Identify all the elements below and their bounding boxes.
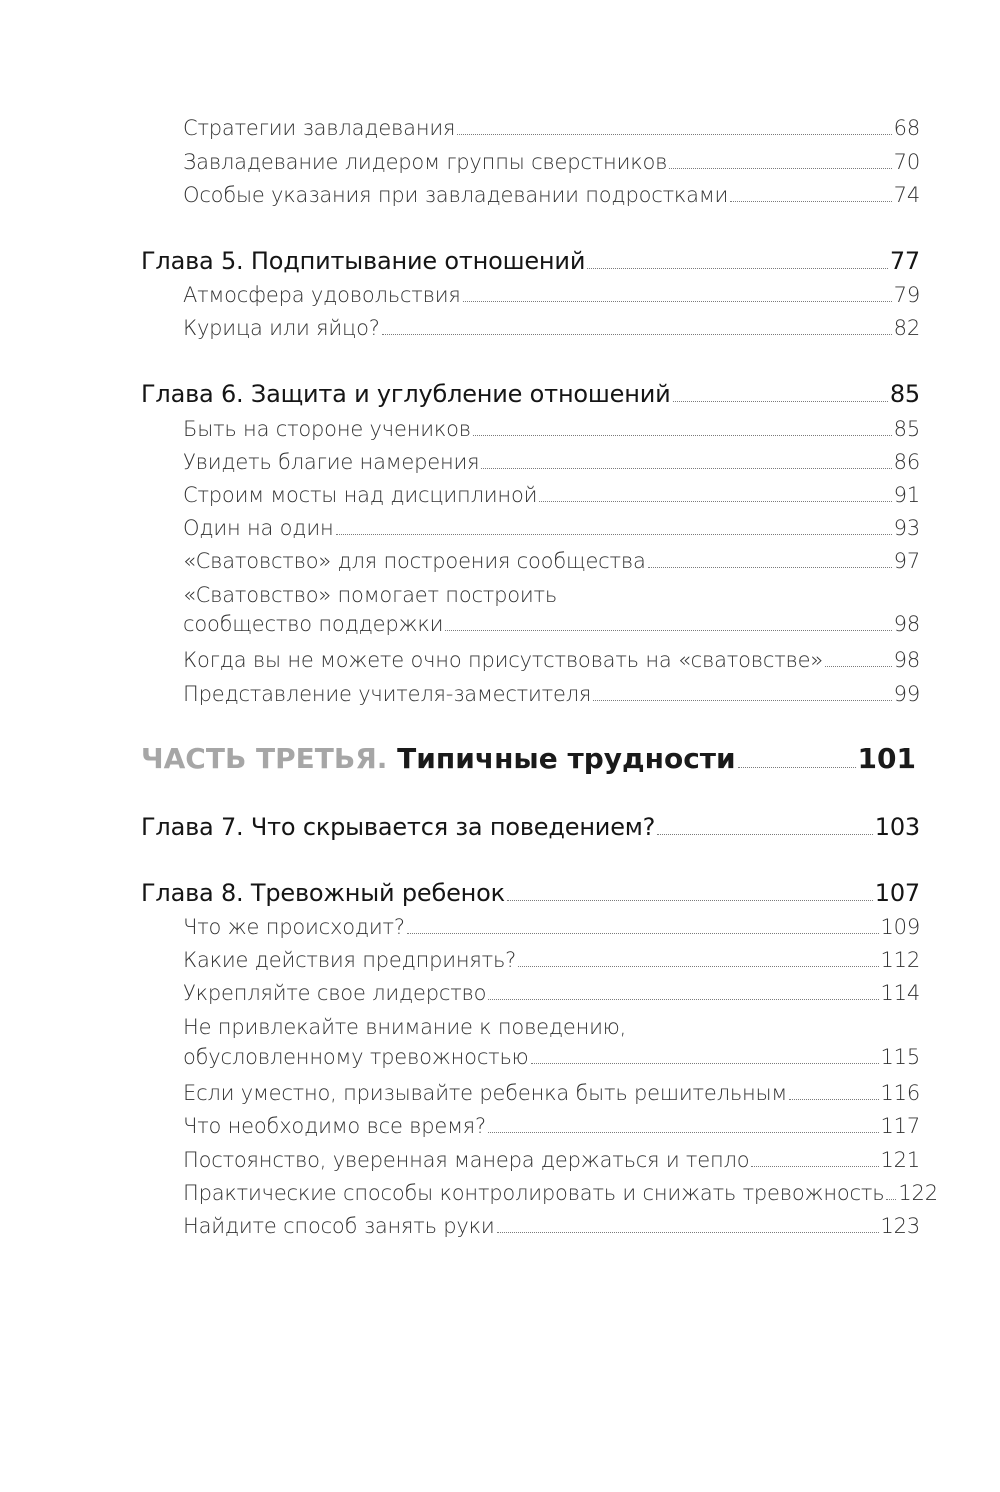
- toc-entry-page: 115: [880, 1045, 920, 1069]
- dot-leader: [473, 435, 892, 436]
- toc-entry-page: 109: [880, 915, 920, 939]
- toc-entry-title-line1: Не привлекайте внимание к поведению,: [183, 1015, 627, 1039]
- toc-entry-title: Когда вы не можете очно присутствовать на «сватовстве»: [183, 648, 823, 672]
- toc-entry-title: сообщество поддержки: [183, 612, 444, 636]
- chapter-title: Глава 6. Защита и углубление отношений: [141, 380, 671, 408]
- toc-entry-title: Какие действия предпринять?: [183, 948, 517, 972]
- chapter-title: Глава 5. Подпитывание отношений: [141, 247, 586, 275]
- part-title: Типичные трудности: [397, 742, 736, 775]
- toc-entry-title-line1: «Сватовство» помогает построить: [183, 583, 558, 607]
- dot-leader: [730, 201, 892, 202]
- toc-entry: [183, 150, 920, 174]
- toc-entry: [183, 116, 920, 140]
- toc-entry-title: Укрепляйте свое лидерство: [183, 981, 487, 1005]
- toc-entry: [183, 1114, 920, 1138]
- toc-entry-title: Если уместно, призывайте ребенка быть решительным: [183, 1081, 788, 1105]
- toc-entry-title: Стратегии завладевания: [183, 116, 456, 140]
- toc-entry-page: 91: [893, 483, 920, 507]
- chapter-title: Глава 8. Тревожный ребенок: [141, 879, 505, 907]
- dot-leader: [507, 900, 873, 901]
- toc-entry: [183, 316, 920, 340]
- toc-entry-title: Постоянство, уверенная манера держаться и тепло: [183, 1148, 750, 1172]
- chapter-page: 103: [874, 813, 920, 841]
- part-heading: [141, 742, 736, 775]
- toc-chapter-5: [141, 247, 920, 275]
- toc-entry: [183, 981, 920, 1005]
- dot-leader: [497, 1232, 879, 1233]
- toc-entry-page: 98: [893, 612, 920, 636]
- toc-entry-page: 79: [893, 283, 920, 307]
- toc-entry: [183, 1148, 920, 1172]
- toc-entry-title: Увидеть благие намерения: [183, 450, 480, 474]
- toc-entry-title: Представление учителя-заместителя: [183, 682, 592, 706]
- toc-entry-title: Что необходимо все время?: [183, 1114, 486, 1138]
- toc-entry-title: Особые указания при завладевании подростками: [183, 183, 729, 207]
- dot-leader: [593, 700, 892, 701]
- dot-leader: [445, 630, 891, 631]
- toc-entry: [183, 1181, 938, 1205]
- toc-entry-title: Практические способы контролировать и снижать тревожность: [183, 1181, 885, 1205]
- toc-entry-page: 85: [893, 417, 920, 441]
- toc-entry-page: 93: [893, 516, 920, 540]
- toc-entry-title: Что же происходит?: [183, 915, 405, 939]
- dot-leader: [657, 834, 873, 835]
- toc-entry: [183, 516, 920, 540]
- toc-entry: [183, 612, 920, 636]
- toc-entry: [183, 682, 920, 706]
- toc-entry: [183, 450, 920, 474]
- dot-leader: [669, 168, 891, 169]
- dot-leader: [518, 966, 878, 967]
- toc-entry: [183, 283, 920, 307]
- toc-entry-title: Завладевание лидером группы сверстников: [183, 150, 668, 174]
- dot-leader: [457, 134, 891, 135]
- toc-entry-title: Найдите способ занять руки: [183, 1214, 495, 1238]
- toc-entry-page: 121: [880, 1148, 920, 1172]
- dot-leader: [539, 501, 891, 502]
- toc-entry: [183, 915, 920, 939]
- chapter-page: 107: [874, 879, 920, 907]
- toc-entry: [183, 549, 920, 573]
- toc-entry-page: 98: [893, 648, 920, 672]
- chapter-page: 77: [889, 247, 920, 275]
- dot-leader: [648, 567, 892, 568]
- dot-leader: [751, 1166, 878, 1167]
- dot-leader: [738, 767, 856, 768]
- toc-entry: [183, 483, 920, 507]
- toc-entry: [183, 1214, 920, 1238]
- toc-entry-title: Один на один: [183, 516, 334, 540]
- toc-entry: [183, 183, 920, 207]
- toc-entry-title: Быть на стороне учеников: [183, 417, 471, 441]
- dot-leader: [673, 401, 888, 402]
- toc-entry: [183, 1081, 920, 1105]
- dot-leader: [407, 933, 879, 934]
- toc-chapter-8: [141, 879, 920, 907]
- toc-entry-page: 117: [880, 1114, 920, 1138]
- toc-entry-page: 74: [893, 183, 920, 207]
- dot-leader: [488, 999, 878, 1000]
- toc-entry: [183, 648, 920, 672]
- part-prefix: ЧАСТЬ ТРЕТЬЯ.: [141, 742, 388, 775]
- toc-entry-title: Строим мосты над дисциплиной: [183, 483, 538, 507]
- toc-entry-page: 122: [898, 1181, 938, 1205]
- toc-chapter-7: [141, 813, 920, 841]
- chapter-title: Глава 7. Что скрывается за поведением?: [141, 813, 656, 841]
- dot-leader: [531, 1063, 879, 1064]
- toc-entry-title: Курица или яйцо?: [183, 316, 380, 340]
- toc-entry: [183, 948, 920, 972]
- toc-entry: [183, 1045, 920, 1069]
- dot-leader: [481, 468, 891, 469]
- toc-entry-page: 70: [893, 150, 920, 174]
- toc-entry-title: обусловленному тревожностью: [183, 1045, 529, 1069]
- toc-entry-page: 82: [893, 316, 920, 340]
- chapter-page: 85: [889, 380, 920, 408]
- toc-entry-page: 99: [893, 682, 920, 706]
- toc-entry-page: 114: [880, 981, 920, 1005]
- dot-leader: [825, 666, 892, 667]
- part-page: 101: [857, 742, 916, 775]
- toc-entry-page: 123: [880, 1214, 920, 1238]
- dot-leader: [886, 1199, 896, 1200]
- toc-entry-page: 116: [880, 1081, 920, 1105]
- toc-entry-title: Атмосфера удовольствия: [183, 283, 461, 307]
- toc-entry-page: 68: [893, 116, 920, 140]
- toc-chapter-6: [141, 380, 920, 408]
- toc-entry-page: 86: [893, 450, 920, 474]
- dot-leader: [587, 268, 888, 269]
- toc-entry: [183, 417, 920, 441]
- dot-leader: [463, 301, 892, 302]
- toc-part-3: [141, 742, 916, 775]
- dot-leader: [382, 334, 892, 335]
- dot-leader: [789, 1099, 878, 1100]
- toc-entry-page: 97: [893, 549, 920, 573]
- toc-entry-title: «Сватовство» для построения сообщества: [183, 549, 646, 573]
- dot-leader: [488, 1132, 879, 1133]
- dot-leader: [336, 534, 892, 535]
- toc-entry-page: 112: [880, 948, 920, 972]
